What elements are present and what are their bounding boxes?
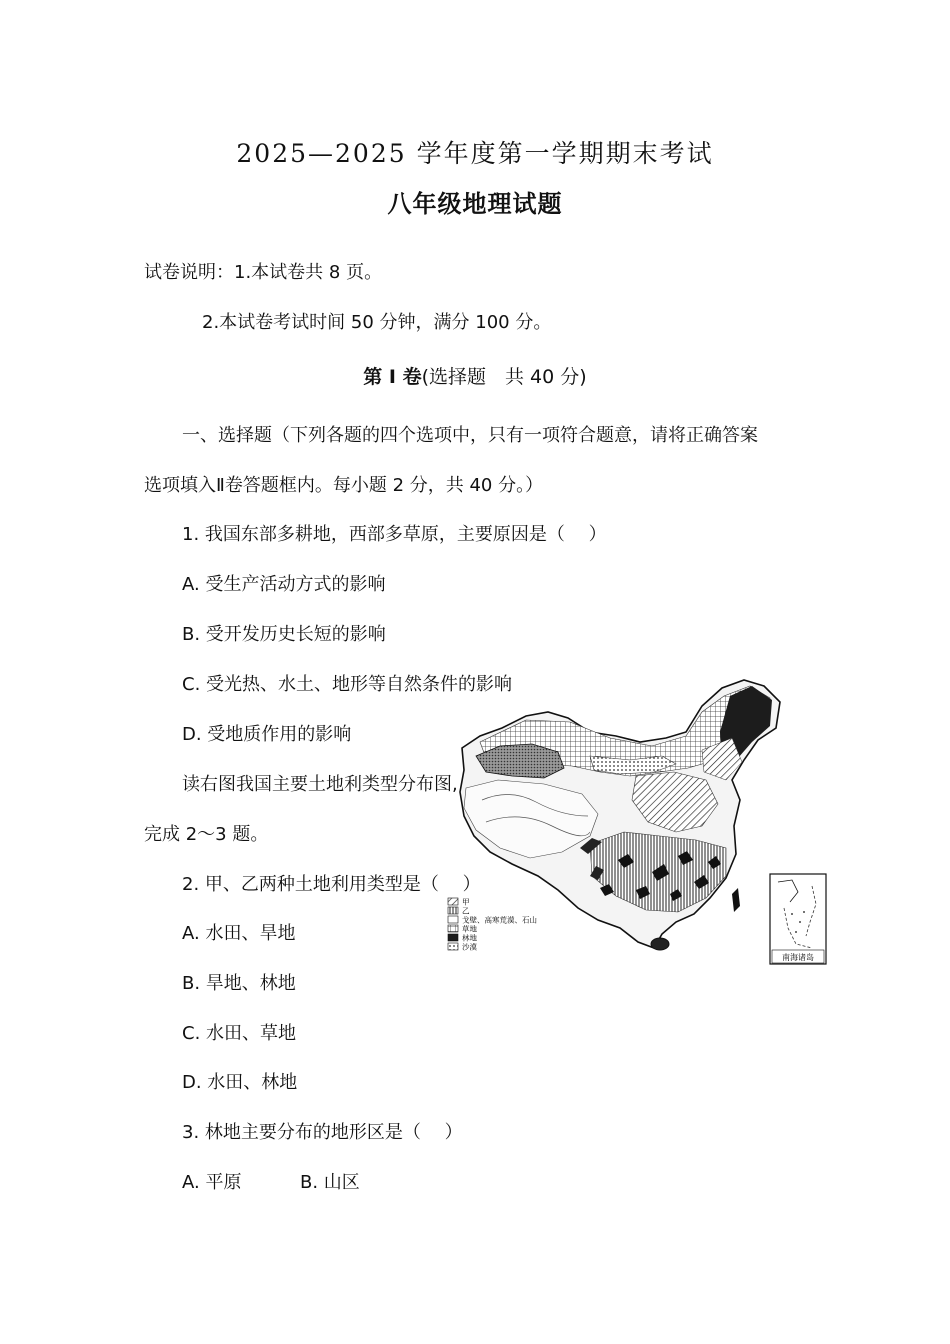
- legend-label-grassland: 草地: [462, 924, 477, 934]
- map-reading-line-1: 读右图我国主要土地利类型分布图,: [182, 774, 458, 795]
- legend-label-desert: 沙漠: [462, 942, 477, 952]
- question-2-stem: 2. 甲、乙两种土地利用类型是（ ）: [182, 874, 481, 895]
- question-1-stem: 1. 我国东部多耕地，西部多草原，主要原因是（ ）: [182, 524, 607, 545]
- question-2-option-a: A. 水田、旱地: [182, 923, 296, 944]
- part-instruction-line-2: 选项填入Ⅱ卷答题框内。每小题 2 分，共 40 分。）: [144, 475, 544, 496]
- legend-label-jia: 甲: [462, 897, 470, 907]
- section-heading-bold: 第 I 卷: [363, 366, 422, 388]
- map-legend: [448, 898, 537, 952]
- question-3-option-b: B. 山区: [300, 1172, 360, 1193]
- inset-label: 南海诸岛: [782, 953, 814, 962]
- part-instruction-line-1: 一、选择题（下列各题的四个选项中，只有一项符合题意，请将正确答案: [182, 425, 758, 446]
- section-heading-rest: (选择题 共 40 分): [421, 366, 587, 388]
- question-1-option-c: C. 受光热、水土、地形等自然条件的影响: [182, 674, 513, 695]
- legend-label-gobi: 戈壁、高寒荒漠、石山: [462, 915, 537, 925]
- question-2-option-c: C. 水田、草地: [182, 1023, 297, 1044]
- hainan-island: [651, 938, 669, 950]
- exam-title: 2025—2025 学年度第一学期期末考试: [236, 139, 714, 168]
- taiwan-island: [732, 888, 740, 912]
- legend-label-forest: 林地: [462, 933, 477, 943]
- question-2-option-d: D. 水田、林地: [182, 1072, 298, 1093]
- south-china-sea-inset: [770, 874, 826, 964]
- question-1-option-b: B. 受开发历史长短的影响: [182, 624, 386, 645]
- section-heading: [0, 362, 950, 389]
- question-2-option-b: B. 旱地、林地: [182, 973, 296, 994]
- question-3-option-a: A. 平原: [182, 1172, 242, 1193]
- instruction-line-2: 2.本试卷考试时间 50 分钟，满分 100 分。: [202, 312, 552, 333]
- question-1-option-d: D. 受地质作用的影响: [182, 724, 352, 745]
- question-1-option-a: A. 受生产活动方式的影响: [182, 574, 386, 595]
- legend-label-yi: 乙: [462, 906, 470, 916]
- instruction-line-1: 试卷说明：1.本试卷共 8 页。: [144, 262, 383, 283]
- subject-title: 八年级地理试题: [387, 190, 563, 218]
- map-reading-line-2: 完成 2～3 题。: [144, 824, 269, 845]
- question-3-stem: 3. 林地主要分布的地形区是（ ）: [182, 1122, 463, 1143]
- land-use-map: [440, 676, 832, 968]
